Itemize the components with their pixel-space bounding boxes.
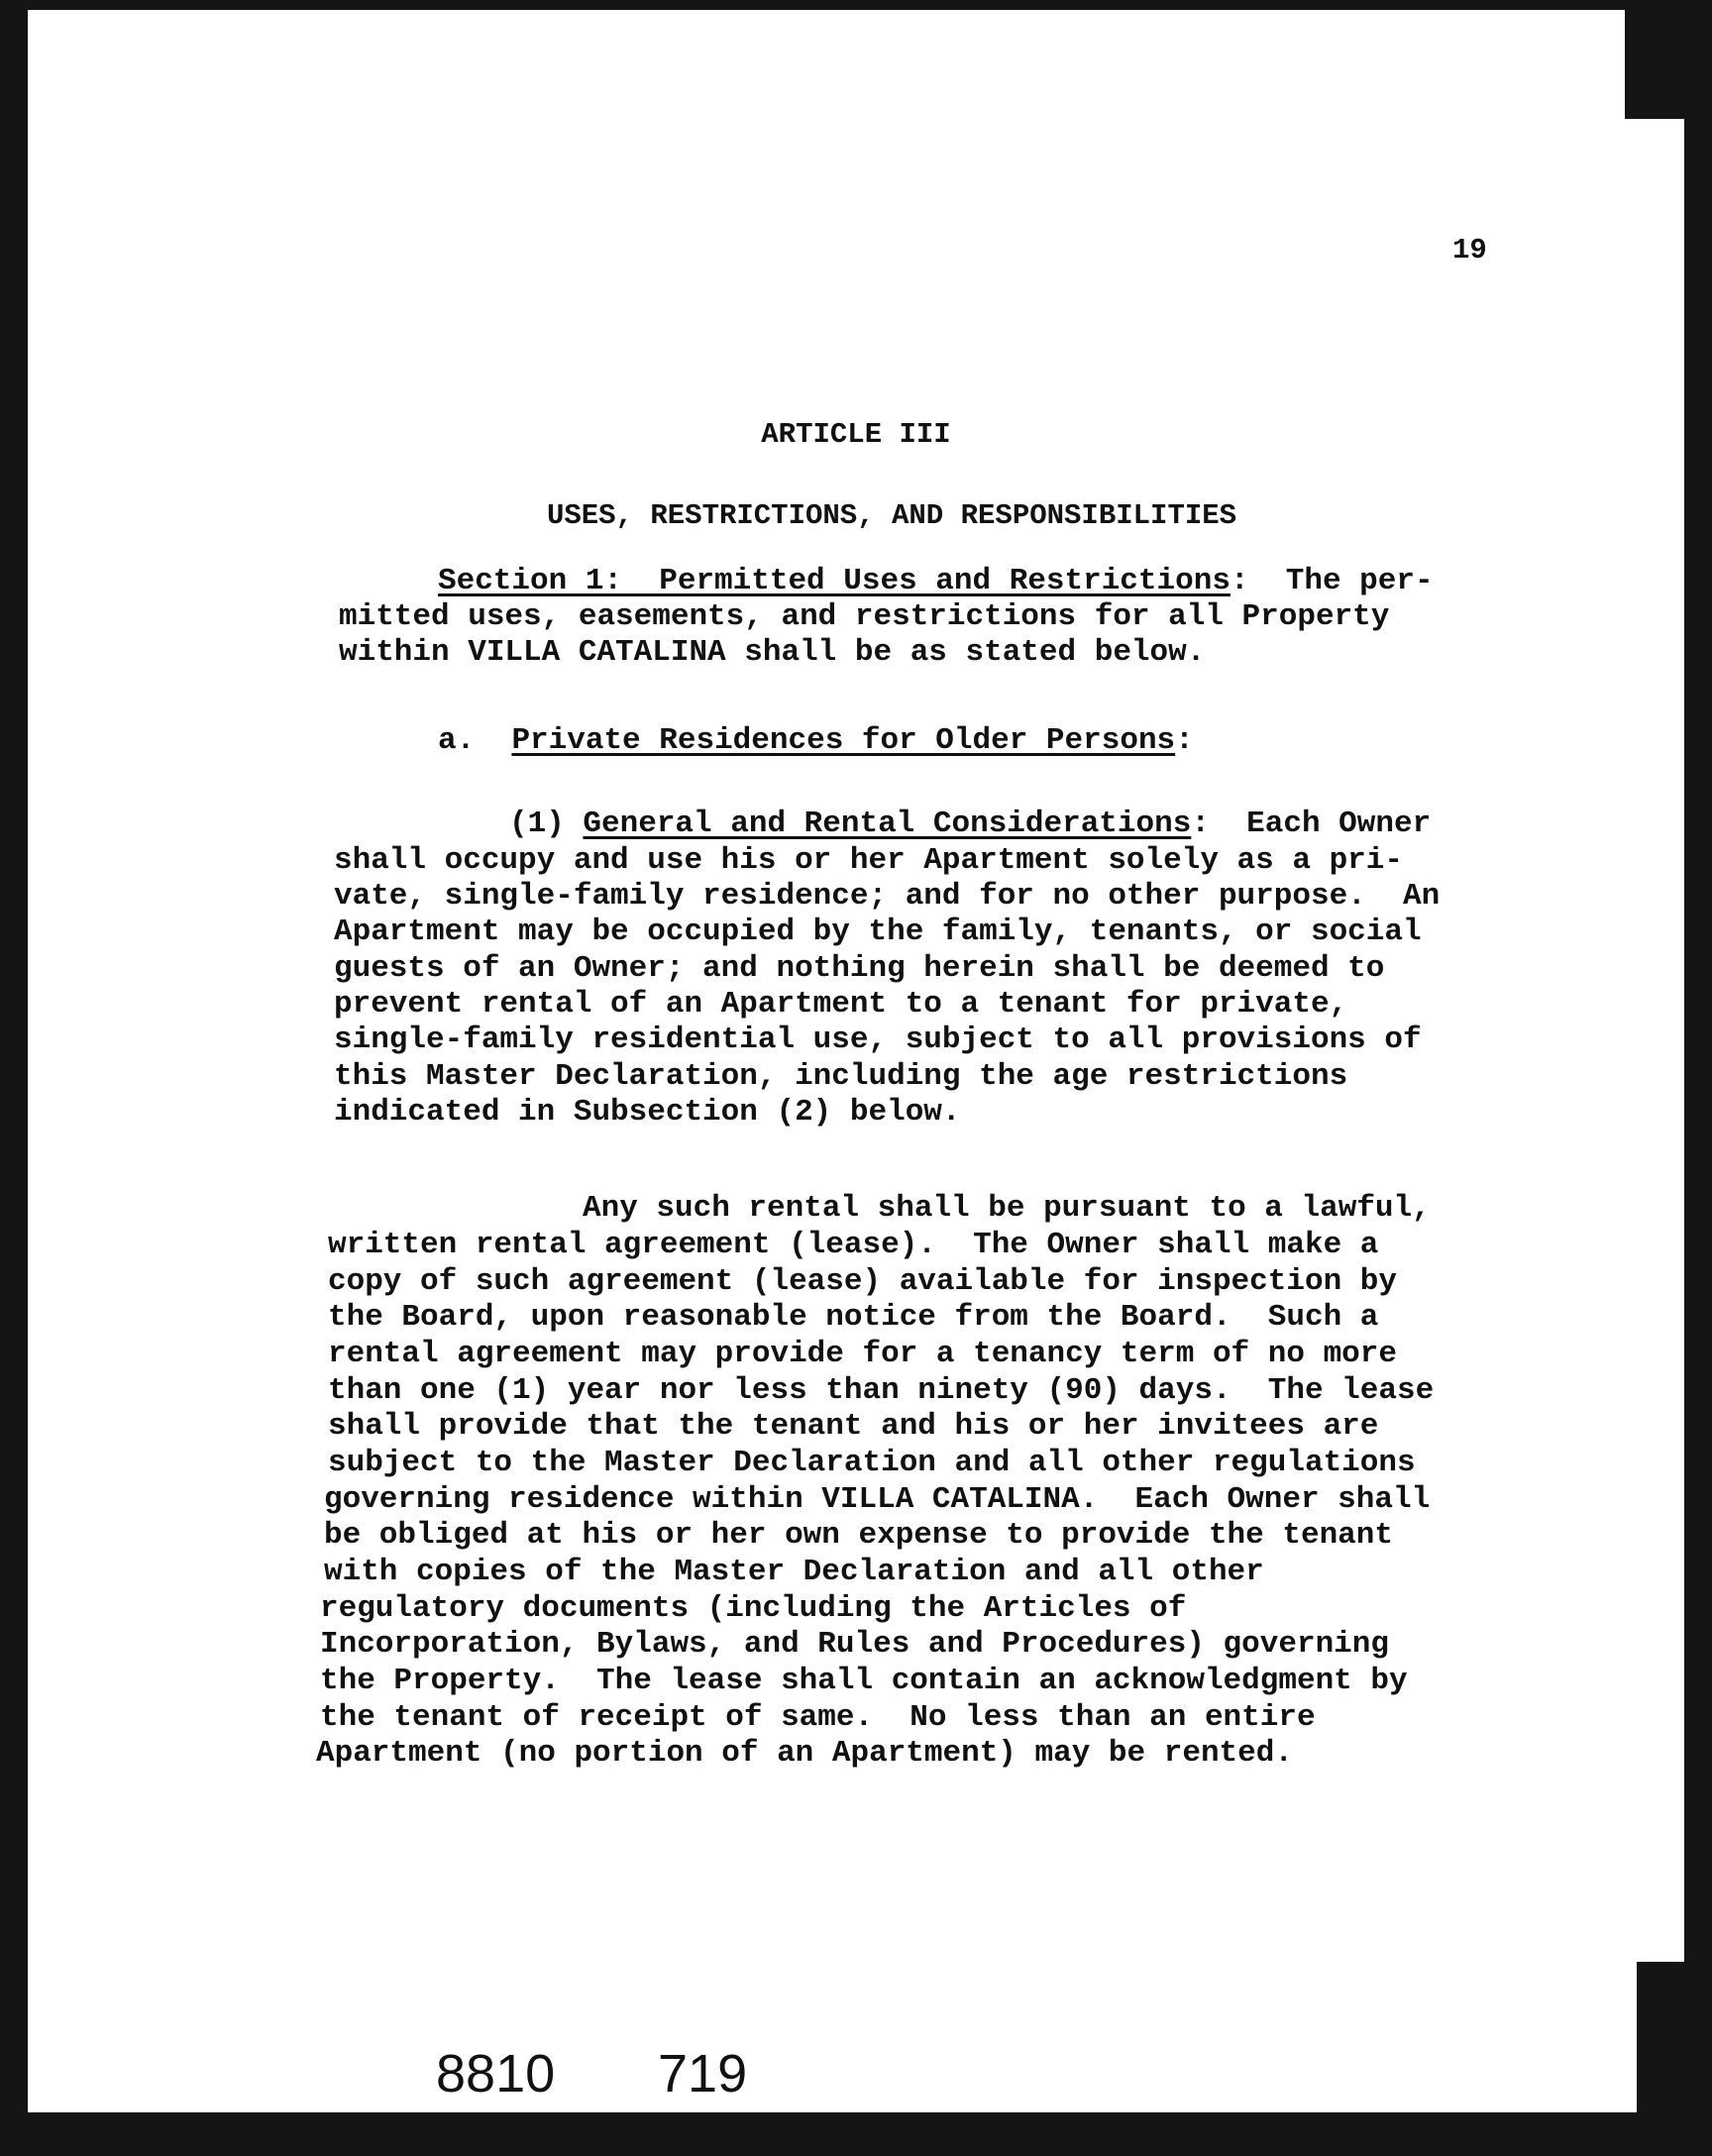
stamp-number-right: 719 [658,2044,748,2103]
paragraph-1-first-line [509,808,1431,839]
paragraph-2-line: written rental agreement (lease). The Owner shall make a [328,1228,1379,1262]
paragraph-2-line: shall provide that the tenant and his or her invitees are [328,1409,1379,1444]
page-number: 19 [1452,234,1487,267]
paragraph-1-line: prevent rental of an Apartment to a tenant for private, [334,987,1348,1022]
paragraph-2-line: the tenant of receipt of same. No less than an entire [320,1700,1316,1735]
paragraph-2-line: with copies of the Master Declaration and all other [324,1555,1264,1589]
section-1-line: within VILLA CATALINA shall be as stated below. [339,635,1206,670]
scan-edge-artifact [1637,1962,1684,2112]
article-title: ARTICLE III [761,418,951,451]
section-1-heading-tail: : The per- [1230,564,1434,598]
subsection-a-heading-tail: : [1175,723,1194,758]
section-1-line: mitted uses, easements, and restrictions for all Property [339,599,1390,634]
paragraph-1-heading-tail: : Each Owner [1191,807,1432,841]
paragraph-1-line: vate, single-family residence; and for no other purpose. An [334,879,1441,914]
section-1-heading: Section 1: Permitted Uses and Restrictions [438,564,1230,598]
paragraph-1-line: shall occupy and use his or her Apartment solely as a pri- [334,843,1403,878]
section-1-first-line [438,566,1434,596]
subsection-a-heading: Private Residences for Older Persons [511,723,1176,758]
paragraph-1-line: guests of an Owner; and nothing herein shall be deemed to [334,951,1385,986]
paragraph-2-line: the Property. The lease shall contain an acknowledgment by [320,1664,1408,1698]
paragraph-2-line: Incorporation, Bylaws, and Rules and Procedures) governing [320,1627,1389,1662]
paragraph-2-line: Apartment (no portion of an Apartment) may be rented. [316,1736,1293,1771]
paragraph-2-line: subject to the Master Declaration and all other regulations [328,1446,1416,1480]
paragraph-2-line: copy of such agreement (lease) available for inspection by [328,1264,1397,1299]
paragraph-2-line: than one (1) year nor less than ninety (90) days. The lease [328,1373,1435,1408]
paragraph-2-line: governing residence within VILLA CATALINA. Each Owner shall [324,1482,1431,1517]
scan-edge-artifact [1625,0,1684,119]
paragraph-1-line: Apartment may be occupied by the family, tenants, or social [334,915,1422,949]
subsection-a-line [438,725,1194,756]
paragraph-1-heading: General and Rental Considerations [583,807,1192,841]
stamp-number-left: 8810 [436,2044,556,2103]
article-subtitle: USES, RESTRICTIONS, AND RESPONSIBILITIES [546,499,1237,532]
paragraph-2-line: regulatory documents (including the Articles of [320,1591,1187,1626]
subsection-a-marker: a. [438,723,476,758]
paragraph-2-line: rental agreement may provide for a tenancy term of no more [328,1337,1397,1371]
paragraph-1-line: this Master Declaration, including the age restrictions [334,1059,1348,1094]
paragraph-1-line: single-family residential use, subject to all provisions of [334,1023,1422,1057]
paragraph-2-line: the Board, upon reasonable notice from the Board. Such a [328,1300,1379,1335]
paragraph-1-line: indicated in Subsection (2) below. [334,1095,961,1130]
document-page [28,10,1684,2112]
paragraph-2-line: Any such rental shall be pursuant to a lawful, [583,1191,1431,1226]
paragraph-1-marker: (1) [509,807,565,841]
paragraph-2-line: be obliged at his or her own expense to provide the tenant [324,1518,1393,1553]
